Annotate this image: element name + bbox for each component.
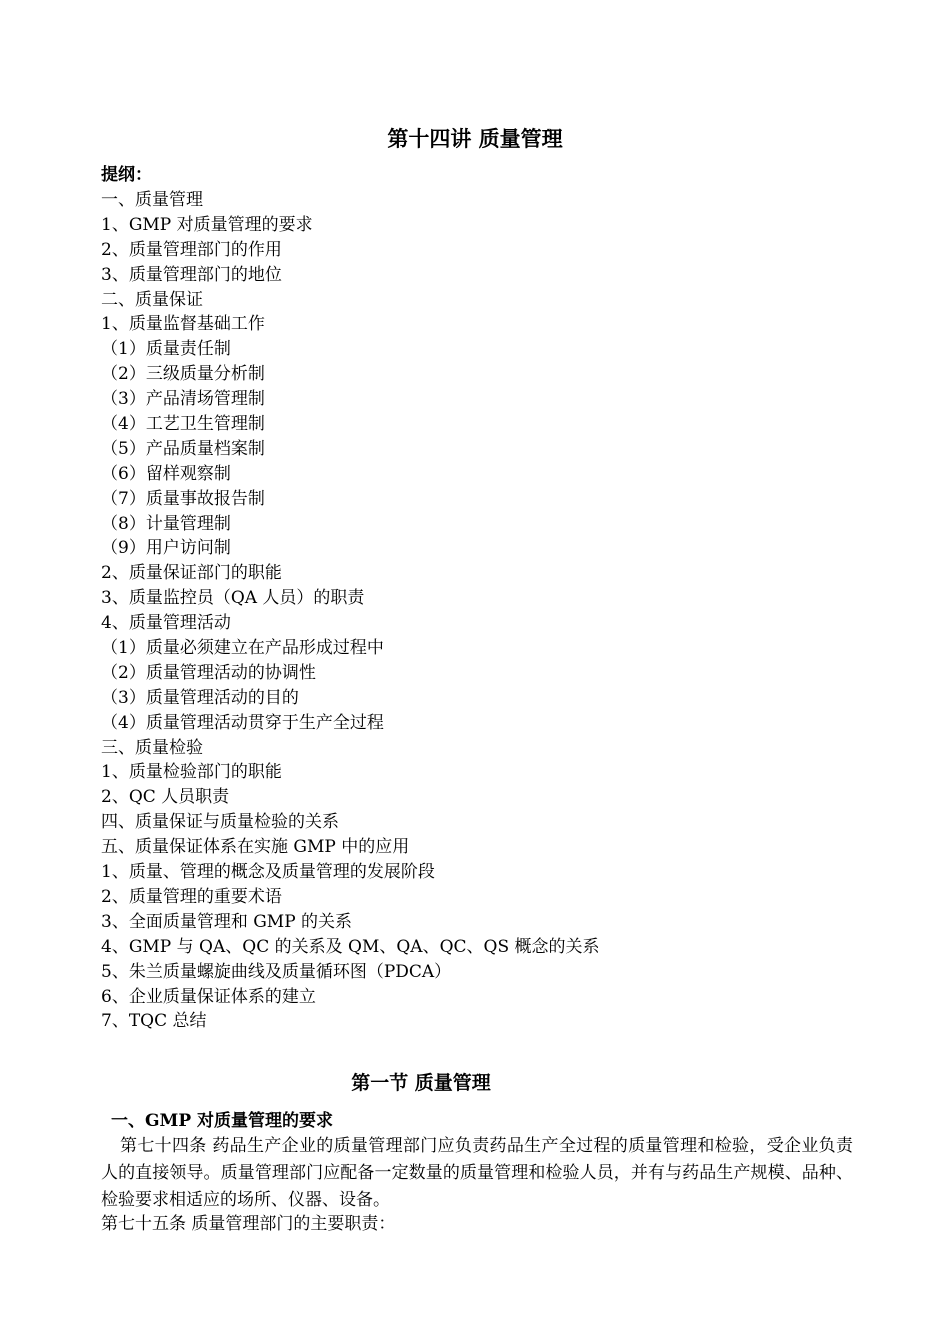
outline-item: （5）产品质量档案制 (101, 438, 265, 459)
outline-item: 4、GMP 与 QA、QC 的关系及 QM、QA、QC、QS 概念的关系 (101, 936, 600, 957)
outline-item: 1、质量、管理的概念及质量管理的发展阶段 (101, 862, 435, 883)
outline-item: 3、质量监控员（QA 人员）的职责 (101, 588, 365, 609)
outline-item: 2、质量管理部门的作用 (101, 239, 282, 260)
outline-item: （7）质量事故报告制 (101, 488, 265, 509)
outline-item: 一、质量管理 (101, 190, 203, 210)
article-75-line: 第七十五条 质量管理部门的主要职责： (101, 1214, 396, 1234)
outline-item: （4）工艺卫生管理制 (101, 414, 265, 435)
outline-item: 1、质量检验部门的职能 (101, 762, 282, 783)
outline-item: 4、质量管理活动 (101, 613, 231, 634)
outline-item: （8）计量管理制 (101, 513, 231, 534)
outline-item: （3）产品清场管理制 (101, 389, 265, 410)
page-title: 第十四讲 质量管理 (387, 126, 563, 151)
outline-item: 1、GMP 对质量管理的要求 (101, 214, 313, 235)
outline-item: （4）质量管理活动贯穿于生产全过程 (101, 712, 384, 733)
outline (101, 163, 600, 1034)
outline-item: 6、企业质量保证体系的建立 (101, 986, 316, 1007)
section-title: 第一节 质量管理 (351, 1072, 491, 1094)
outline-item: （1）质量必须建立在产品形成过程中 (101, 638, 384, 659)
outline-item: （9）用户访问制 (101, 538, 231, 559)
outline-heading: 提纲： (101, 165, 152, 185)
outline-item: 7、TQC 总结 (101, 1011, 207, 1032)
outline-item: 2、质量管理的重要术语 (101, 886, 282, 907)
outline-list (101, 188, 600, 1034)
outline-item: 二、质量保证 (101, 289, 203, 310)
outline-item: （6）留样观察制 (101, 463, 231, 484)
outline-item: （1）质量责任制 (101, 339, 231, 360)
outline-item: 四、质量保证与质量检验的关系 (101, 812, 339, 833)
subsection-heading: 一、GMP 对质量管理的要求 (111, 1111, 334, 1131)
outline-item: 2、QC 人员职责 (101, 787, 230, 808)
outline-item: 三、质量检验 (101, 737, 203, 758)
outline-item: 5、朱兰质量螺旋曲线及质量循环图（PDCA） (101, 961, 452, 982)
outline-item: 1、质量监督基础工作 (101, 314, 265, 335)
outline-item: 2、质量保证部门的职能 (101, 563, 282, 584)
outline-item: 3、质量管理部门的地位 (101, 264, 282, 285)
article-74-paragraph: 第七十四条 药品生产企业的质量管理部门应负责药品生产全过程的质量管理和检验，受企业负责人的直接领导。质量管理部门应配备一定数量的质量管理和检验人员，并有与药品生产规模、品种、检验要求相适应的场所、仪器、设备。 (101, 1136, 853, 1210)
outline-item: 3、全面质量管理和 GMP 的关系 (101, 911, 353, 932)
outline-item: 五、质量保证体系在实施 GMP 中的应用 (101, 837, 410, 858)
outline-item: （2）质量管理活动的协调性 (101, 662, 316, 683)
outline-item: （2）三级质量分析制 (101, 364, 265, 385)
outline-item: （3）质量管理活动的目的 (101, 687, 299, 708)
